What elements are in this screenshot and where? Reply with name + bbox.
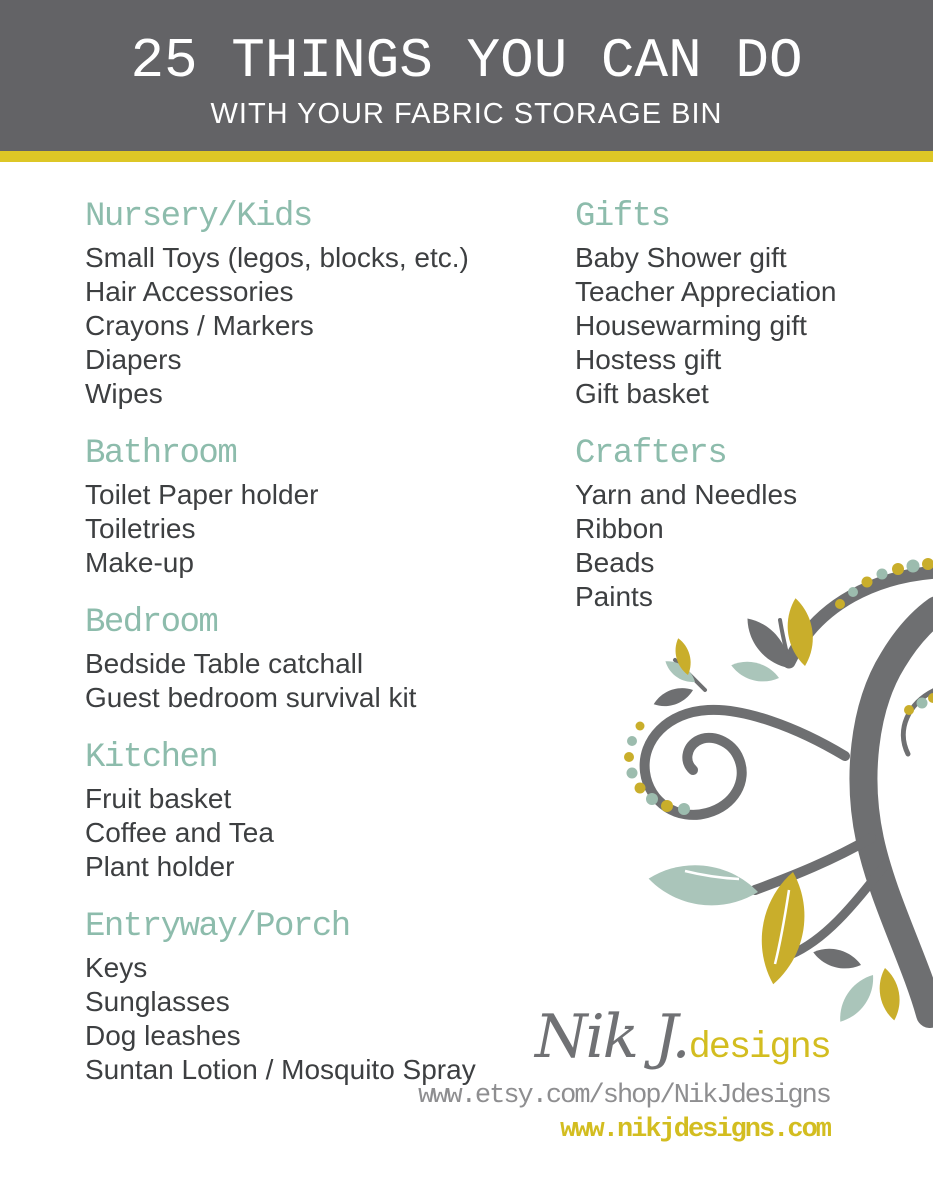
list-item: Bedside Table catchall (85, 648, 364, 679)
list-item: Paints (575, 581, 653, 612)
list-item: Yarn and Needles (575, 479, 798, 510)
etsy-shop-url: www.etsy.com/shop/NikJdesigns (418, 1081, 830, 1111)
item-list (85, 478, 575, 580)
left-column (85, 196, 575, 1087)
item-list (575, 478, 933, 614)
list-item: Housewarming gift (575, 310, 807, 341)
item-list (85, 647, 575, 715)
list-item: Dog leashes (85, 1020, 241, 1051)
brand-footer (418, 998, 830, 1146)
list-item: Gift basket (575, 378, 709, 409)
section-heading: Crafters (575, 435, 727, 473)
list-item: Wipes (85, 378, 163, 409)
website-url: www.nikjdesigns.com (560, 1115, 830, 1145)
list-item: Baby Shower gift (575, 242, 787, 273)
list-item: Crayons / Markers (85, 310, 314, 341)
section-heading: Bathroom (85, 435, 237, 473)
section-heading: Entryway/Porch (85, 908, 350, 946)
list-item: Suntan Lotion / Mosquito Spray (85, 1054, 476, 1085)
brand-name-suffix: designs (688, 1027, 830, 1069)
item-list (575, 241, 933, 411)
list-item: Plant holder (85, 851, 235, 882)
section-heading: Gifts (575, 198, 670, 236)
list-item: Toiletries (85, 513, 196, 544)
category-section (575, 196, 933, 411)
list-item: Beads (575, 547, 655, 578)
list-item: Guest bedroom survival kit (85, 682, 417, 713)
section-heading: Nursery/Kids (85, 198, 312, 236)
brand-logo (418, 998, 830, 1076)
list-item: Hair Accessories (85, 276, 294, 307)
list-item: Hostess gift (575, 344, 722, 375)
list-item: Sunglasses (85, 986, 230, 1017)
page-title: 25 THINGS YOU CAN DO (130, 29, 803, 93)
brand-name-script: Nik J. (534, 1002, 689, 1072)
list-item: Teacher Appreciation (575, 276, 837, 307)
list-item: Ribbon (575, 513, 664, 544)
category-section (85, 433, 575, 580)
category-section (85, 737, 575, 884)
category-section (575, 433, 933, 614)
list-item: Coffee and Tea (85, 817, 274, 848)
accent-stripe (0, 151, 933, 162)
right-column (575, 196, 933, 1087)
item-list (85, 782, 575, 884)
category-section (85, 196, 575, 411)
list-item: Toilet Paper holder (85, 479, 319, 510)
list-item: Make-up (85, 547, 194, 578)
list-item: Small Toys (legos, blocks, etc.) (85, 242, 469, 273)
list-item: Fruit basket (85, 783, 232, 814)
category-section (85, 602, 575, 715)
item-list (85, 241, 575, 411)
page-subtitle: WITH YOUR FABRIC STORAGE BIN (210, 98, 723, 130)
section-heading: Kitchen (85, 739, 218, 777)
header-banner (0, 0, 933, 151)
list-item: Keys (85, 952, 148, 983)
section-heading: Bedroom (85, 604, 218, 642)
list-item: Diapers (85, 344, 182, 375)
content-area (0, 162, 933, 1087)
